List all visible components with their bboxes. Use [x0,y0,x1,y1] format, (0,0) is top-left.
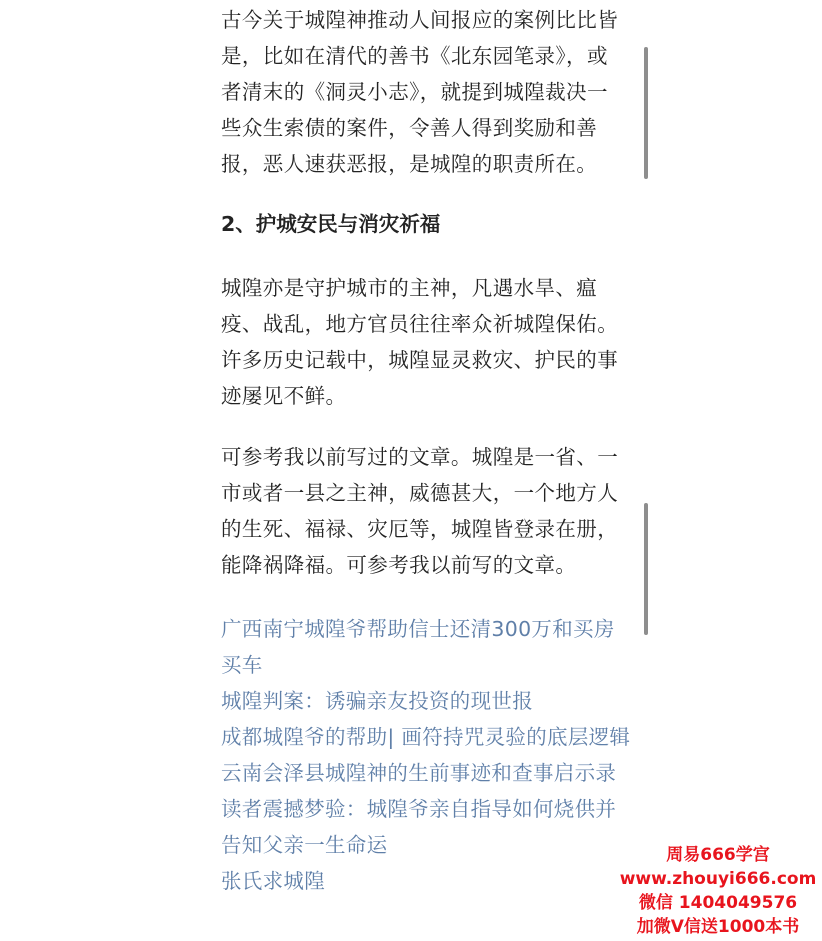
paragraph-reference: 可参考我以前写过的文章。城隍是一省、一市或者一县之主神，威德甚大，一个地方人的生死、福禄、灾厄等，城隍皆登录在册，能降祸降福。可参考我以前写的文章。 [221,445,619,577]
related-article-link[interactable]: 广西南宁城隍爷帮助信士还清300万和买房买车 [221,617,615,677]
watermark-wechat: 微信 1404049576 [638,893,798,913]
section-number: 2 [221,212,236,236]
related-articles-list [221,611,631,899]
paragraph-retribution: 古今关于城隍神推动人间报应的案例比比皆是，比如在清代的善书《北东园笔录》，或者清末的《洞灵小志》，就提到城隍裁决一些众生索债的案件，令善人得到奖励和善报，恶人速获恶报，是城隍的职责所在。 [221,8,619,176]
paragraph-protection: 城隍亦是守护城市的主神，凡遇水旱、瘟疫、战乱，地方官员往往率众祈城隍保佑。许多历史记载中，城隍显灵救灾、护民的事迹屡见不鲜。 [221,276,619,408]
related-article-link[interactable]: 张氏求城隍 [221,869,325,893]
related-article-link[interactable]: 读者震撼梦验：城隍爷亲自指导如何烧供并告知父亲一生命运 [221,797,617,857]
watermark-url: www.zhouyi666.com [619,869,817,889]
section-heading [221,208,440,240]
watermark-title: 周易666学宫 [666,845,770,865]
watermark-offer: 加微V信送1000本书 [636,917,800,937]
section-title: 、护城安民与消灾祈福 [235,212,441,236]
related-article-link[interactable]: 成都城隍爷的帮助| 画符持咒灵验的底层逻辑 [221,725,631,749]
scrollbar-thumb[interactable] [644,503,648,635]
scrollbar-thumb[interactable] [644,47,648,179]
related-article-link[interactable]: 云南会泽县城隍神的生前事迹和查事启示录 [221,761,617,785]
related-article-link[interactable]: 城隍判案：诱骗亲友投资的现世报 [221,689,533,713]
watermark [618,843,818,939]
